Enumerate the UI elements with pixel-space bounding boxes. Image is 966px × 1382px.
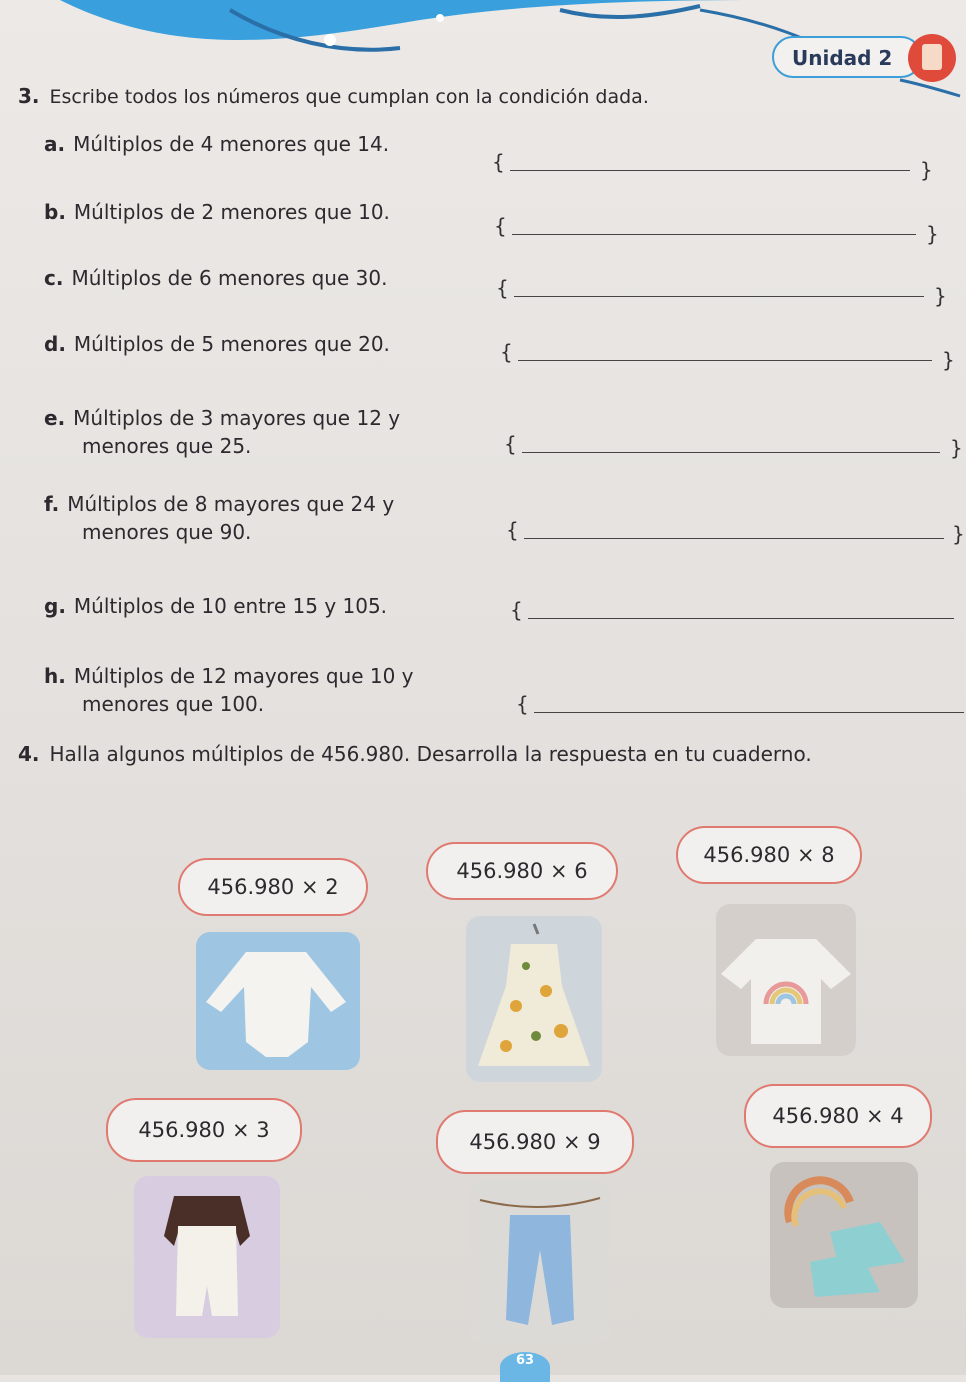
item-letter: a. (44, 132, 66, 156)
brace-close: } (926, 222, 939, 246)
bodysuit-icon (196, 932, 360, 1070)
dress-icon (466, 916, 602, 1082)
expression-bubble: 456.980 × 2 (178, 858, 368, 916)
brace-close: } (920, 158, 933, 182)
sneakers-icon (770, 1162, 918, 1308)
answer-field-d[interactable] (500, 340, 955, 372)
item-text: Múltiplos de 8 mayores que 24 y (67, 492, 395, 516)
item-letter: h. (44, 664, 66, 688)
question-3-title (18, 84, 649, 108)
unit-label: Unidad 2 (792, 46, 893, 70)
brace-close: } (942, 348, 955, 372)
item-text-continued: menores que 25. (82, 434, 252, 458)
tshirt-icon (716, 904, 856, 1056)
item-letter: g. (44, 594, 66, 618)
baby-sneakers-photo (770, 1162, 918, 1308)
item-e (44, 404, 400, 460)
answer-field-h[interactable] (516, 692, 966, 722)
answer-line (510, 170, 910, 171)
item-letter: b. (44, 200, 66, 224)
answer-line (518, 360, 932, 361)
page-number: 63 (500, 1352, 550, 1382)
notebook-icon (908, 34, 956, 82)
item-text: Múltiplos de 10 entre 15 y 105. (73, 594, 388, 618)
brace-close: } (952, 522, 965, 546)
answer-field-c[interactable] (496, 276, 946, 306)
expression-bubble: 456.980 × 4 (744, 1084, 932, 1148)
unit-badge (772, 36, 922, 78)
item-text: Múltiplos de 6 menores que 30. (71, 266, 388, 290)
item-text-continued: menores que 100. (82, 692, 265, 716)
item-letter: d. (44, 332, 66, 356)
floral-dress-photo (466, 916, 602, 1082)
item-c (44, 264, 387, 292)
brace-open: { (506, 518, 519, 542)
question-4-number: 4. (18, 742, 40, 766)
brace-open: { (516, 692, 529, 716)
item-letter: e. (44, 406, 66, 430)
brace-open: { (492, 150, 505, 174)
item-g (44, 592, 387, 620)
item-b (44, 198, 390, 226)
item-text: Múltiplos de 5 menores que 20. (73, 332, 390, 356)
item-text-continued: menores que 90. (82, 520, 252, 544)
expression-bubble: 456.980 × 9 (436, 1110, 634, 1174)
answer-field-b[interactable] (494, 214, 944, 244)
answer-field-e[interactable] (504, 432, 963, 462)
brace-open: { (500, 340, 513, 364)
question-3-number: 3. (18, 84, 40, 108)
item-d (44, 330, 390, 358)
brace-open: { (496, 276, 509, 300)
item-letter: f. (44, 492, 60, 516)
blue-pants-photo (470, 1180, 610, 1344)
answer-field-f[interactable] (506, 518, 965, 548)
question-4-prompt: Halla algunos múltiplos de 456.980. Desarrolla la respuesta en tu cuaderno. (49, 742, 812, 766)
brace-open: { (504, 432, 517, 456)
item-text: Múltiplos de 4 menores que 14. (73, 132, 390, 156)
answer-field-g[interactable] (510, 598, 960, 628)
answer-line (514, 296, 924, 297)
item-a (44, 130, 389, 158)
item-f (44, 490, 394, 546)
item-text: Múltiplos de 2 menores que 10. (73, 200, 390, 224)
rainbow-tshirt-photo (716, 904, 856, 1056)
answer-line (528, 618, 954, 619)
answer-field-a[interactable] (492, 150, 942, 180)
brace-open: { (494, 214, 507, 238)
answer-line (534, 712, 964, 713)
brace-close: } (934, 284, 947, 308)
pants-icon (470, 1180, 610, 1344)
answer-line (524, 538, 944, 539)
brace-open: { (510, 598, 523, 622)
brace-close: } (950, 436, 963, 460)
question-4-title (18, 742, 812, 766)
item-h (44, 662, 414, 718)
overalls-icon (134, 1176, 280, 1338)
knit-overalls-photo (134, 1176, 280, 1338)
item-letter: c. (44, 266, 64, 290)
baby-bodysuit-photo (196, 932, 360, 1070)
question-3-prompt: Escribe todos los números que cumplan con la condición dada. (49, 86, 649, 108)
expression-bubble: 456.980 × 3 (106, 1098, 302, 1162)
answer-line (512, 234, 916, 235)
expression-bubble: 456.980 × 6 (426, 842, 618, 900)
item-text: Múltiplos de 12 mayores que 10 y (73, 664, 414, 688)
item-text: Múltiplos de 3 mayores que 12 y (73, 406, 401, 430)
expression-bubble: 456.980 × 8 (676, 826, 862, 884)
answer-line (522, 452, 940, 453)
